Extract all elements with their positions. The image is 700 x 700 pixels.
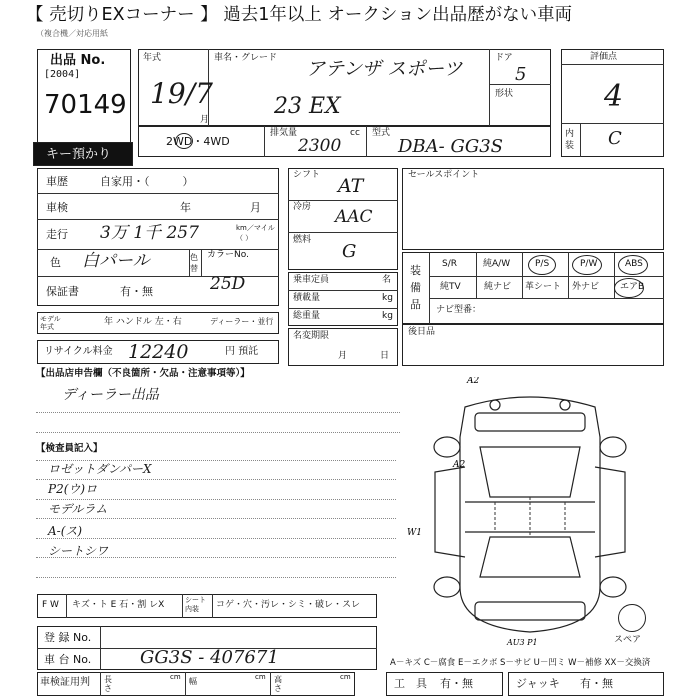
cert-height-unit: cm <box>340 673 351 681</box>
auction-sheet <box>0 29 700 700</box>
color-value: 白パール <box>82 251 150 271</box>
key-label: キー預かり <box>46 147 112 162</box>
seat-opts: コゲ・穴・汚レ・シミ・破レ・スレ <box>216 600 361 610</box>
equip-ps-circle <box>528 255 556 275</box>
equipment-label: 装備品 <box>410 264 421 311</box>
color-change-label: 色替 <box>190 253 198 273</box>
door-value: 5 <box>515 64 527 85</box>
header-bar <box>0 0 700 32</box>
model-label: 型式 <box>372 128 391 138</box>
diag-a2: A2 <box>453 460 466 470</box>
sales-point-box <box>402 168 664 250</box>
inspection-label: 車検 <box>46 201 68 214</box>
after-box <box>402 324 664 366</box>
aircon-label: 冷房 <box>293 202 312 212</box>
equip-leather: 革シート <box>525 282 562 292</box>
legend: A－キズ C－腐食 E－エクボ S－サビ U－凹ミ W－補修 XX－交換済 <box>390 658 651 668</box>
color-no-value: 25D <box>210 274 246 294</box>
cert-width: 幅 <box>189 677 197 686</box>
shift-value: AT <box>338 175 364 197</box>
after-label: 後日品 <box>408 327 436 337</box>
navi-label: ナビ型番： <box>436 305 482 315</box>
history-opts: 自家用・（ ） <box>100 175 194 188</box>
mileage-unit: km／マイル（ ） <box>236 224 275 242</box>
inspector-note-3: モデルラム <box>48 502 108 516</box>
recycle-value: 12240 <box>128 341 189 363</box>
equip-extnavi: 外ナビ <box>572 282 600 292</box>
shift-label: シフト <box>293 170 321 180</box>
equip-airbag: エアB <box>620 282 645 292</box>
fw-opts: キズ・ト E 石・割 レX <box>72 600 165 610</box>
inspection-year: 年 <box>180 201 191 214</box>
chassis-label: 車 台 No. <box>44 653 92 666</box>
inspector-label: 【検査員記入】 <box>36 443 103 454</box>
drive-label: 2WD・4WD <box>166 135 230 148</box>
year-value: 19/7 <box>150 77 213 110</box>
interior-value: C <box>608 128 622 149</box>
color-label: 色 <box>50 256 61 269</box>
score-label: 評価点 <box>590 52 618 62</box>
inspector-note-5: シートシワ <box>48 544 109 558</box>
equip-sr: S/R <box>442 259 457 269</box>
tools-label: 工 具 <box>394 677 427 690</box>
inspector-note-2: P2(ウ)ロ <box>48 482 98 496</box>
load-unit: kg <box>382 293 393 303</box>
name-label: 車名・グレード <box>214 53 278 63</box>
model-value: DBA- GG3S <box>398 136 504 157</box>
diag-au: AU3 P1 <box>507 638 538 647</box>
tools-value: 有・無 <box>440 677 473 690</box>
key-badge <box>33 142 133 166</box>
equip-pw-circle <box>572 255 602 275</box>
inspector-note-4: A-(ス) <box>48 524 83 538</box>
jack-value: 有・無 <box>580 677 613 690</box>
drive-circle <box>175 133 193 149</box>
name-change-month: 月 <box>338 351 348 361</box>
inspection-month: 月 <box>250 201 261 214</box>
chassis-value: GG3S - 407671 <box>140 647 279 668</box>
cert-width-unit: cm <box>255 673 266 681</box>
door-label: ドア <box>495 53 513 63</box>
name-change-label: 名変期限 <box>293 331 330 341</box>
recycle-unit: 円 預託 <box>225 346 259 357</box>
interior-label: 内装 <box>565 129 575 151</box>
mileage-value: 3万 1千 257 <box>100 223 199 243</box>
cert-height: 高さ <box>274 675 282 693</box>
shape-label: 形状 <box>495 89 514 99</box>
fuel-value: G <box>342 241 357 262</box>
name-value: アテンザ スポーツ <box>306 58 463 80</box>
equip-abs: ABS <box>625 259 643 269</box>
cert-label: 車検証用判 <box>40 677 90 688</box>
lot-number: 70149 <box>44 90 127 120</box>
spare-tire-icon <box>618 604 646 632</box>
diag-w: W1 <box>407 528 422 538</box>
equip-abs-circle <box>618 255 648 275</box>
color-no-label: カラーNo. <box>207 250 249 260</box>
year-label: 年式 <box>143 53 162 63</box>
lot-label: 出品 No. <box>50 53 106 68</box>
spare-label: スペア <box>614 635 642 645</box>
equip-navi: 純ナビ <box>484 282 512 292</box>
history-label: 車歴 <box>46 175 68 188</box>
warranty-label: 保証書 <box>46 285 79 298</box>
seller-label: 【出品店申告欄（不良箇所・欠品・注意事項等）】 <box>36 368 250 379</box>
jack-label: ジャッキ <box>516 677 560 690</box>
seat-label: シート内装 <box>185 596 206 613</box>
displacement-label: 排気量 <box>270 128 298 138</box>
equip-ps: P/S <box>535 259 550 269</box>
aircon-value: AAC <box>335 207 373 227</box>
lot-year: [2004] <box>44 69 81 80</box>
displacement-value: 2300 <box>298 136 342 156</box>
fw-label: F W <box>42 600 59 610</box>
handle-label: 年 ハンドル 左・右 <box>104 317 182 327</box>
warranty-value: 有・無 <box>120 285 153 298</box>
mileage-label: 走行 <box>46 228 68 241</box>
load-label: 積載量 <box>293 293 321 303</box>
model-yr-label: モデル年式 <box>40 315 61 331</box>
inspector-note-1: ロゼットダンパーX <box>48 462 152 476</box>
weight-label: 総重量 <box>293 311 321 321</box>
grade-value: 23 EX <box>274 94 341 119</box>
reg-label: 登 録 No. <box>44 631 92 644</box>
header-title: 【 売切りEXコーナー 】 過去1年以上 オークション出品歴がない車両 <box>26 5 573 25</box>
small-note: （複合機／対応用紙 <box>36 29 108 38</box>
equip-airbag-circle <box>614 278 644 298</box>
displacement-unit: cc <box>350 128 360 138</box>
seller-note: ディーラー出品 <box>62 387 159 403</box>
score-value: 4 <box>604 79 624 114</box>
capacity-label: 乗車定員 <box>293 275 330 285</box>
cert-length: 長さ <box>104 675 112 693</box>
fuel-label: 燃料 <box>293 235 312 245</box>
weight-unit: kg <box>382 311 393 321</box>
equip-pw: P/W <box>580 259 598 269</box>
sales-point-label: セールスポイント <box>408 170 480 180</box>
dealer-label: ディーラー・並行 <box>210 317 274 326</box>
recycle-label: リサイクル料金 <box>44 346 113 357</box>
diag-a1: A2 <box>467 377 480 386</box>
capacity-unit: 名 <box>382 275 392 285</box>
cert-length-unit: cm <box>170 673 181 681</box>
equip-tv: 純TV <box>440 282 461 292</box>
name-change-day: 日 <box>380 351 390 361</box>
equip-aw: 純A/W <box>483 259 511 269</box>
year-unit: 月 <box>200 115 210 125</box>
